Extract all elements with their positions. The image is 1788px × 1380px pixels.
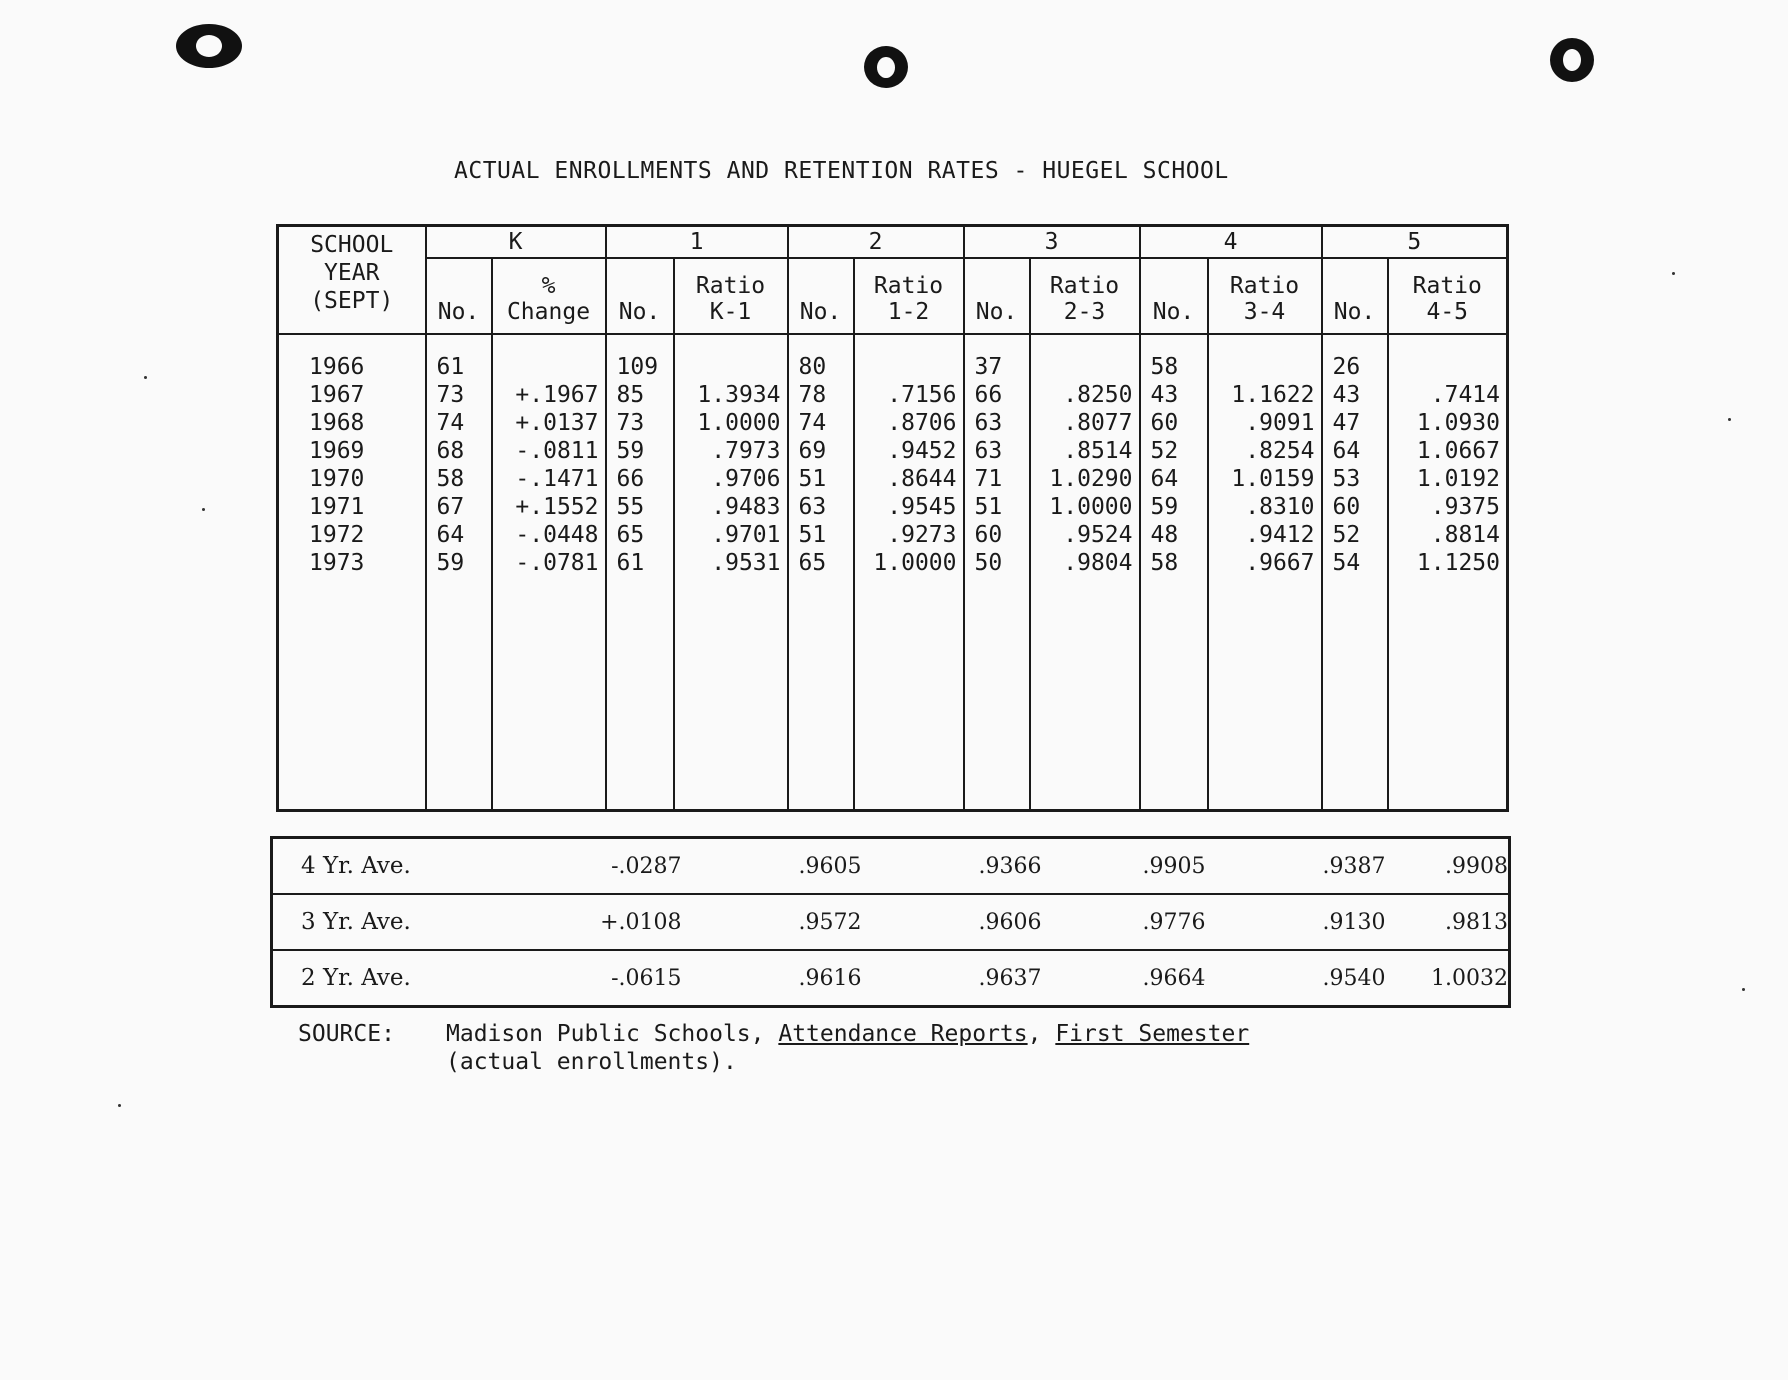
average-label: 4 Yr. Ave. <box>272 838 512 895</box>
cell-g2-no: 78 <box>788 381 854 409</box>
cell-g3-no: 63 <box>964 409 1030 437</box>
cell-g5-ratio: .8814 <box>1388 521 1508 549</box>
cell-year: 1970 <box>278 465 426 493</box>
average-value: .9664 <box>1042 950 1206 1007</box>
average-value: .9540 <box>1206 950 1386 1007</box>
cell-k-no: 61 <box>426 353 492 381</box>
cell-g2-no: 74 <box>788 409 854 437</box>
cell-k-change <box>492 353 606 381</box>
average-value: +.0108 <box>512 894 682 950</box>
binder-hole-left <box>176 24 242 68</box>
cell-k-no: 73 <box>426 381 492 409</box>
cell-g4-no: 64 <box>1140 465 1208 493</box>
cell-year: 1972 <box>278 521 426 549</box>
source-label: SOURCE: <box>298 1021 395 1047</box>
cell-g2-no: 65 <box>788 549 854 577</box>
cell-g3-no: 66 <box>964 381 1030 409</box>
k-change-header: % Change <box>492 258 606 334</box>
average-value: .9637 <box>862 950 1042 1007</box>
cell-g2-ratio: 1.0000 <box>854 549 964 577</box>
binder-hole-right <box>1550 38 1594 82</box>
table-row <box>278 409 1508 437</box>
g5-no-header: No. <box>1322 258 1388 334</box>
cell-g5-no: 26 <box>1322 353 1388 381</box>
cell-g5-no: 43 <box>1322 381 1388 409</box>
cell-g3-ratio: .8250 <box>1030 381 1140 409</box>
average-value: .9776 <box>1042 894 1206 950</box>
cell-g4-ratio: .8310 <box>1208 493 1322 521</box>
cell-k-no: 74 <box>426 409 492 437</box>
average-value: 1.0032 <box>1386 950 1510 1007</box>
document-title: ACTUAL ENROLLMENTS AND RETENTION RATES - HUEGEL SCHOOL <box>454 158 1229 184</box>
cell-g5-no: 47 <box>1322 409 1388 437</box>
cell-g3-ratio: .9804 <box>1030 549 1140 577</box>
cell-k-change: -.1471 <box>492 465 606 493</box>
cell-g1-ratio: .9531 <box>674 549 788 577</box>
cell-g4-no: 59 <box>1140 493 1208 521</box>
cell-g3-no: 51 <box>964 493 1030 521</box>
cell-g1-ratio: .7973 <box>674 437 788 465</box>
table-row <box>278 437 1508 465</box>
cell-g4-no: 58 <box>1140 549 1208 577</box>
cell-g3-no: 63 <box>964 437 1030 465</box>
ratio-4-5-header: Ratio 4-5 <box>1388 258 1508 334</box>
cell-g4-no: 58 <box>1140 353 1208 381</box>
cell-g3-ratio: .8077 <box>1030 409 1140 437</box>
table-row <box>278 521 1508 549</box>
average-value: .9572 <box>682 894 862 950</box>
cell-g4-ratio: .9091 <box>1208 409 1322 437</box>
average-label: 3 Yr. Ave. <box>272 894 512 950</box>
cell-k-no: 67 <box>426 493 492 521</box>
cell-g5-no: 53 <box>1322 465 1388 493</box>
cell-g5-ratio: .9375 <box>1388 493 1508 521</box>
cell-g3-no: 50 <box>964 549 1030 577</box>
cell-g4-ratio: 1.1622 <box>1208 381 1322 409</box>
grade-2-header: 2 <box>788 226 964 259</box>
average-value: .9605 <box>682 838 862 895</box>
cell-year: 1973 <box>278 549 426 577</box>
cell-year: 1969 <box>278 437 426 465</box>
ratio-1-2-header: Ratio 1-2 <box>854 258 964 334</box>
cell-g1-no: 109 <box>606 353 674 381</box>
scan-speck <box>144 376 147 379</box>
cell-g5-ratio: 1.0667 <box>1388 437 1508 465</box>
enrollment-table <box>276 224 1509 812</box>
cell-g5-ratio <box>1388 353 1508 381</box>
average-value: -.0287 <box>512 838 682 895</box>
average-label: 2 Yr. Ave. <box>272 950 512 1007</box>
cell-g2-no: 63 <box>788 493 854 521</box>
cell-g1-no: 66 <box>606 465 674 493</box>
source-semester: First Semester <box>1055 1021 1250 1047</box>
average-value: -.0615 <box>512 950 682 1007</box>
table-row <box>278 493 1508 521</box>
g4-no-header: No. <box>1140 258 1208 334</box>
cell-g5-ratio: 1.1250 <box>1388 549 1508 577</box>
cell-g2-no: 80 <box>788 353 854 381</box>
cell-g1-no: 65 <box>606 521 674 549</box>
cell-k-change: -.0781 <box>492 549 606 577</box>
grade-4-header: 4 <box>1140 226 1322 259</box>
cell-g2-ratio: .7156 <box>854 381 964 409</box>
average-value: .9606 <box>862 894 1042 950</box>
average-row <box>272 950 1510 1007</box>
cell-g4-ratio <box>1208 353 1322 381</box>
cell-year: 1968 <box>278 409 426 437</box>
cell-g2-no: 51 <box>788 465 854 493</box>
cell-g3-no: 60 <box>964 521 1030 549</box>
averages-body <box>272 838 1510 1007</box>
grade-header-row <box>278 226 1508 259</box>
average-value: .9366 <box>862 838 1042 895</box>
g1-no-header: No. <box>606 258 674 334</box>
cell-g2-ratio: .8644 <box>854 465 964 493</box>
cell-g1-no: 59 <box>606 437 674 465</box>
average-row <box>272 838 1510 895</box>
cell-g4-ratio: 1.0159 <box>1208 465 1322 493</box>
average-value: .9905 <box>1042 838 1206 895</box>
cell-g3-ratio: 1.0290 <box>1030 465 1140 493</box>
cell-year: 1971 <box>278 493 426 521</box>
cell-g1-ratio: 1.0000 <box>674 409 788 437</box>
cell-g5-no: 54 <box>1322 549 1388 577</box>
cell-k-change: +.0137 <box>492 409 606 437</box>
cell-year: 1966 <box>278 353 426 381</box>
school-year-header: SCHOOL YEAR (SEPT) <box>278 226 426 335</box>
cell-g1-ratio: .9706 <box>674 465 788 493</box>
table-row <box>278 465 1508 493</box>
grade-3-header: 3 <box>964 226 1140 259</box>
cell-g5-ratio: .7414 <box>1388 381 1508 409</box>
column-header-row <box>278 258 1508 334</box>
cell-k-no: 58 <box>426 465 492 493</box>
cell-g4-ratio: .9412 <box>1208 521 1322 549</box>
cell-g4-no: 52 <box>1140 437 1208 465</box>
cell-g4-ratio: .9667 <box>1208 549 1322 577</box>
cell-g3-ratio <box>1030 353 1140 381</box>
cell-k-change: -.0811 <box>492 437 606 465</box>
source-separator: , <box>1027 1021 1042 1047</box>
cell-g1-no: 73 <box>606 409 674 437</box>
cell-k-change: -.0448 <box>492 521 606 549</box>
cell-g1-no: 85 <box>606 381 674 409</box>
cell-k-no: 68 <box>426 437 492 465</box>
cell-k-change: +.1967 <box>492 381 606 409</box>
binder-hole-center <box>864 46 908 88</box>
ratio-3-4-header: Ratio 3-4 <box>1208 258 1322 334</box>
cell-g4-no: 48 <box>1140 521 1208 549</box>
cell-g2-ratio: .9273 <box>854 521 964 549</box>
cell-k-no: 59 <box>426 549 492 577</box>
cell-g2-no: 69 <box>788 437 854 465</box>
scan-speck <box>118 1104 121 1107</box>
table-row <box>278 381 1508 409</box>
cell-g3-ratio: 1.0000 <box>1030 493 1140 521</box>
table-row <box>278 549 1508 577</box>
cell-k-change: +.1552 <box>492 493 606 521</box>
average-value: .9908 <box>1386 838 1510 895</box>
cell-g3-ratio: .9524 <box>1030 521 1140 549</box>
grade-5-header: 5 <box>1322 226 1508 259</box>
source-publisher: Madison Public Schools, <box>446 1021 765 1047</box>
cell-g1-ratio: .9701 <box>674 521 788 549</box>
average-row <box>272 894 1510 950</box>
scan-speck <box>1728 418 1731 421</box>
cell-g2-ratio: .9452 <box>854 437 964 465</box>
cell-g3-ratio: .8514 <box>1030 437 1140 465</box>
cell-g4-no: 60 <box>1140 409 1208 437</box>
source-detail: (actual enrollments). <box>446 1049 737 1075</box>
source-report: Attendance Reports <box>778 1021 1028 1047</box>
table-row <box>278 353 1508 381</box>
cell-g4-no: 43 <box>1140 381 1208 409</box>
cell-g3-no: 71 <box>964 465 1030 493</box>
cell-g5-no: 64 <box>1322 437 1388 465</box>
cell-g5-ratio: 1.0192 <box>1388 465 1508 493</box>
grade-k-header: K <box>426 226 606 259</box>
cell-g1-ratio: 1.3934 <box>674 381 788 409</box>
cell-g5-no: 52 <box>1322 521 1388 549</box>
cell-g5-ratio: 1.0930 <box>1388 409 1508 437</box>
average-value: .9813 <box>1386 894 1510 950</box>
scan-speck <box>1672 272 1675 275</box>
source-note <box>298 1020 1249 1076</box>
g3-no-header: No. <box>964 258 1030 334</box>
scan-speck <box>202 508 205 511</box>
ratio-2-3-header: Ratio 2-3 <box>1030 258 1140 334</box>
cell-g3-no: 37 <box>964 353 1030 381</box>
cell-k-no: 64 <box>426 521 492 549</box>
cell-g2-no: 51 <box>788 521 854 549</box>
cell-g2-ratio: .9545 <box>854 493 964 521</box>
cell-g2-ratio: .8706 <box>854 409 964 437</box>
cell-g1-no: 61 <box>606 549 674 577</box>
cell-g2-ratio <box>854 353 964 381</box>
grade-1-header: 1 <box>606 226 788 259</box>
g2-no-header: No. <box>788 258 854 334</box>
scan-speck <box>1742 988 1745 991</box>
cell-g4-ratio: .8254 <box>1208 437 1322 465</box>
cell-year: 1967 <box>278 381 426 409</box>
averages-table <box>270 836 1511 1008</box>
cell-g5-no: 60 <box>1322 493 1388 521</box>
average-value: .9130 <box>1206 894 1386 950</box>
cell-g1-ratio <box>674 353 788 381</box>
k-no-header: No. <box>426 258 492 334</box>
average-value: .9616 <box>682 950 862 1007</box>
cell-g1-no: 55 <box>606 493 674 521</box>
ratio-k-1-header: Ratio K-1 <box>674 258 788 334</box>
average-value: .9387 <box>1206 838 1386 895</box>
cell-g1-ratio: .9483 <box>674 493 788 521</box>
table-body <box>278 334 1508 811</box>
